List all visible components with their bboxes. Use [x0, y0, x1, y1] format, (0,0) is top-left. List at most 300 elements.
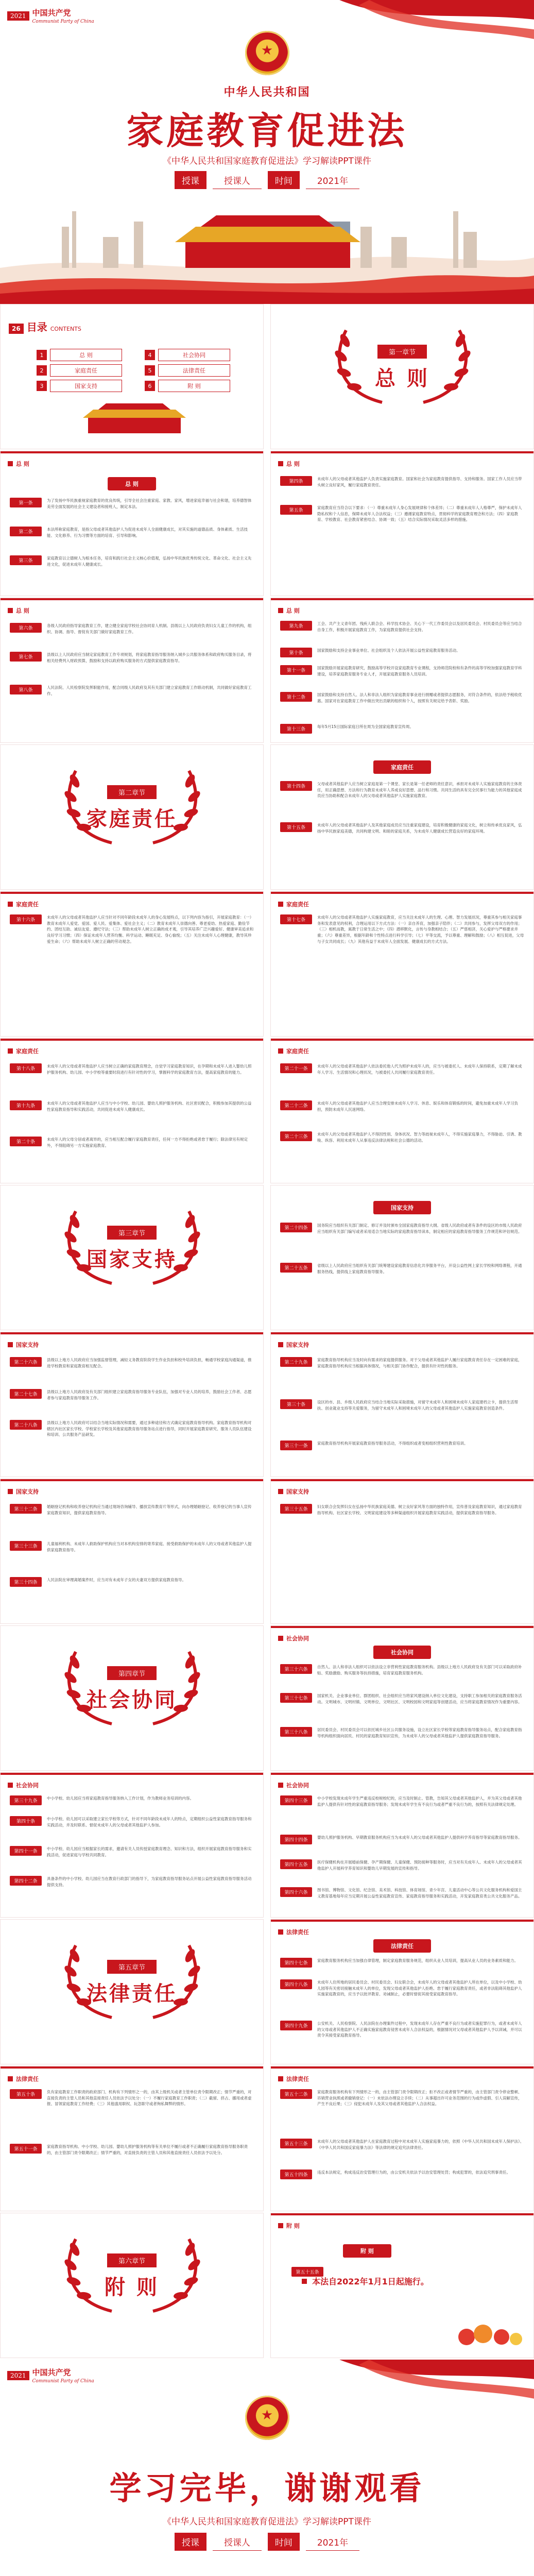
article-label: 第二十七条: [10, 1389, 42, 1399]
article-row: [10, 1504, 254, 1516]
article-row: [10, 623, 254, 635]
bullet-icon: [278, 608, 283, 613]
toc-item[interactable]: [37, 380, 122, 392]
article-row: [280, 1399, 524, 1411]
article-label: 第二条: [10, 527, 42, 536]
article-slide: [0, 2066, 264, 2211]
article-label: 第二十九条: [280, 1357, 312, 1367]
article-text: 家庭教育指导机构、中小学校、幼儿园、婴幼儿照护服务机构等有关单位不履行或者不正确履行家庭教育指导服务职责的，由主管部门责令限期改正；情节严重的，对直接负责的主管人员和其他直接责任人员依法予以处分。: [47, 2144, 248, 2155]
toc-name: 附 则: [158, 380, 230, 392]
article-row: [10, 527, 254, 538]
flag-ribbon-decoration: [297, 0, 534, 62]
article-text: 居民委员会、村民委员会可以依托城乡社区公共服务设施，设立社区家长学校等家庭教育指导服务站点，配合家庭教育指导机构组织面向居民、村民的家庭教育知识宣传，为未成年人的父母或者其他监护人提供家庭教育指导服务。: [317, 1727, 522, 1738]
chapter-number: 第二章节: [107, 785, 157, 799]
toc-num: 2: [37, 365, 47, 376]
article-slide: [270, 1332, 534, 1477]
article-label: 第三十二条: [10, 1504, 42, 1514]
article-text: 工会、共产主义青年团、残疾人联合会、科学技术协会、关心下一代工作委员会以及居民委员会、村民委员会等应当结合自身工作，积极开展家庭教育工作，为家庭教育提供社会支持。: [317, 621, 522, 632]
bullet-icon: [8, 608, 13, 613]
article-text: 未成年人的父母或者其他监护人实施家庭教育，应当关注未成年人的生理、心理、智力发展状况，尊重其参与相关家庭事务和发表意见的权利，合理运用以下方式方法：（一）亲自养育，加强亲子陪伴；（二）共同参与，发挥父母双方的作用；（三）相机而教，寓教于日常生活之中；（四）潜移默化，言传与身教相结合；（五）严慈相济，关心爱护与严格要求并重；（六）尊重差异，根据年龄和个性特点进行科学引导；（七）平等交流，予以尊重、理解和鼓励；（八）相互促进，父母与子女共同成长；（九）其他有益于未成年人全面发展、健康成长的方式方法。: [317, 915, 524, 944]
article-row: [280, 1795, 524, 1807]
article-row: [280, 648, 524, 657]
chapter-title: 法律责任: [87, 1982, 177, 2006]
slide-header-text: 国家支持: [286, 1488, 309, 1495]
slide-header-text: 家庭责任: [16, 901, 39, 908]
city-skyline-illustration: [0, 191, 534, 304]
article-label: 第二十条: [10, 1137, 42, 1146]
article-slide: [270, 1038, 534, 1183]
toc-num: 1: [37, 350, 47, 360]
article-slide: [0, 1772, 264, 1918]
slide-header-text: 家庭责任: [286, 901, 309, 908]
article-row: [10, 2144, 254, 2156]
article-text: 未成年人的父母或者其他监护人及其他家庭成员应当注重家庭建设，培育积极健康的家庭文化，树立和传承优良家风，弘扬中华民族家庭美德，共同构建文明、和睦的家庭关系，为未成年人健康成长营造良好的家庭环境。: [317, 823, 522, 834]
top-line: [271, 1626, 533, 1628]
article-slide: [0, 1479, 264, 1624]
article-text: 婚姻登记机构和收养登记机构应当通过现场咨询辅导、播放宣传教育片等形式，向办理婚姻登记、收养登记的当事人宣传家庭教育知识，提供家庭教育指导。: [47, 1504, 252, 1515]
top-line: [271, 1773, 533, 1775]
article-label: 第五十条: [10, 2089, 42, 2099]
article-label: 第十五条: [280, 822, 312, 832]
article-label: 第四十七条: [280, 1958, 312, 1968]
toc-title: 目录: [26, 321, 47, 333]
chapter-number: 第五章节: [107, 1960, 157, 1974]
article-text: 家庭教育指导机构应当及时向有需求的家庭提供服务。对于父母或者其他监护人履行家庭教育责任存在一定困难的家庭，家庭教育指导机构应当根据具体情况，与相关部门协作配合，提供有针对性的服务。: [317, 1358, 522, 1368]
time-tag: 时间: [268, 2533, 300, 2551]
article-row: [280, 1958, 524, 1968]
article-row: [280, 1223, 524, 1234]
article-row: [280, 781, 524, 799]
presenter-tag: 授课: [175, 171, 206, 189]
article-text: 婴幼儿照护服务机构、早期教育服务机构应当为未成年人的父母或者其他监护人提供科学养育指导等家庭教育指导服务。: [317, 1835, 522, 1840]
party-badge: [7, 7, 94, 24]
article-text: 未成年人的父母或者其他监护人应当树立正确的家庭教育理念，自觉学习家庭教育知识，在孕期和未成年人进入婴幼儿照护服务机构、幼儿园、中小学校等重要时段进行有针对性的学习，掌握科学的家庭教育方法，提高家庭教育的能力。: [47, 1064, 252, 1075]
article-row: [10, 555, 254, 567]
slide-header-text: 法律责任: [286, 2076, 309, 2082]
article-row: [280, 692, 524, 704]
article-row: [10, 1357, 254, 1369]
article-row: [10, 1420, 254, 1438]
slide-header: [8, 1047, 39, 1055]
time-tag: 时间: [268, 171, 300, 189]
article-text: 图书馆、博物馆、文化馆、纪念馆、美术馆、科技馆、体育场馆、青少年宫、儿童活动中心等公共文化服务机构和爱国主义教育基地每年应当定期开展公益性家庭教育宣传、家庭教育指导服务和实践活动，开发家庭教育类公共文化服务产品。: [317, 1888, 522, 1899]
bullet-icon: [8, 2076, 13, 2081]
slide-header-text: 附 则: [286, 2223, 300, 2229]
article-slide: [270, 1919, 534, 2064]
section-banner: 国家支持: [373, 1201, 431, 1214]
party-name-cn: 中国共产党: [32, 2368, 71, 2377]
article-text: 国家鼓励和支持自然人、法人和非法人组织为家庭教育事业进行捐赠或者提供志愿服务，对符合条件的，依法给予税收优惠。国家对在家庭教育工作中做出突出贡献的组织和个人，按照有关规定给予表彰、奖励。: [317, 692, 522, 703]
slide-header: [8, 606, 29, 615]
article-text: 未成年人的父母或者其他监护人应当与中小学校、幼儿园、婴幼儿照护服务机构、社区密切配合，积极参加其提供的公益性家庭教育指导和实践活动，共同促进未成年人健康成长。: [47, 1101, 252, 1112]
article-text: 未成年人的父母分居或者离异的，应当相互配合履行家庭教育责任，任何一方不得拒绝或者怠于履行；除法律另有规定外，不得阻碍另一方实施家庭教育。: [47, 1137, 248, 1148]
top-line: [1, 1479, 263, 1481]
article-text: 县级以上地方人民政府及有关部门组织建立家庭教育指导服务专业队伍，加强对专业人员的培养，鼓励社会工作者、志愿者参与家庭教育指导服务工作。: [47, 1389, 252, 1400]
article-slide: [270, 1185, 534, 1330]
article-label: 第二十一条: [280, 1063, 312, 1073]
article-slide: [270, 1479, 534, 1624]
article-label: 第二十五条: [280, 1263, 312, 1273]
final-note-text: 本法自2022年1月1日起施行。: [312, 2277, 429, 2286]
top-line: [271, 2066, 533, 2069]
toc-item[interactable]: [145, 364, 230, 377]
article-row: [10, 2089, 254, 2107]
article-text: 人民法院、人民检察院发挥职能作用，配合同级人民政府及其有关部门建立家庭教育工作联动机制，共同做好家庭教育工作。: [47, 685, 252, 696]
slide-header: [278, 1634, 309, 1642]
article-slide: [0, 1332, 264, 1477]
article-label: 第二十三条: [280, 1131, 312, 1141]
article-label: 第三十六条: [280, 1664, 312, 1674]
article-text: 未成年人住所地的居民委员会、村民委员会、妇女联合会，未成年人的父母或者其他监护人所在单位，以及中小学校、幼儿园等有关密切接触未成年人的单位，发现父母或者其他监护人拒绝、怠于履行家庭教育责任，或者非法阻碍其他监护人实施家庭教育的，应当予以批评教育、劝诫制止，必要时督促其接受家庭教育指导。: [317, 1980, 522, 1997]
chapter-title: 家庭责任: [87, 807, 177, 831]
flag-ribbon-decoration: [297, 2360, 534, 2421]
party-name-en: Communist Party of China: [32, 19, 94, 24]
article-text: 未成年人的父母或者其他监护人负责实施家庭教育。国家和社会为家庭教育提供指导、支持和服务。国家工作人员应当带头树立良好家风，履行家庭教育责任。: [317, 477, 522, 487]
toc-item[interactable]: [145, 349, 230, 361]
article-label: 第四十八条: [280, 1979, 312, 1989]
article-text: 县级以上地方人民政府可以结合当地实际情况和需要，通过多种途径和方式确定家庭教育指导机构。家庭教育指导机构对辖区内社区家长学校、学校家长学校及其他家庭教育指导服务站点进行指导，同时开展家庭教育研究、服务人员队伍建设和培训、公共服务产品研发。: [47, 1420, 252, 1437]
article-label: 第三十条: [280, 1399, 312, 1409]
article-label: 第九条: [280, 621, 312, 631]
article-label: 第五十三条: [280, 2139, 312, 2148]
article-label: 第十条: [280, 648, 312, 657]
article-text: 各级人民政府指导家庭教育工作，建立健全家庭学校社会协同育人机制。县级以上人民政府负责妇女儿童工作的机构，组织、协调、指导、督促有关部门做好家庭教育工作。: [47, 623, 252, 634]
article-row: [280, 2089, 524, 2107]
article-label: 第二十四条: [280, 1223, 312, 1232]
bullet-icon: [8, 1048, 13, 1054]
slide-header-text: 社会协同: [286, 1635, 309, 1642]
cover-subtitle: 《中华人民共和国家庭教育促进法》学习解读PPT课件: [163, 156, 371, 166]
slide-header: [278, 1928, 309, 1936]
cover-meta: [0, 171, 534, 189]
article-label: 第十一条: [280, 665, 312, 675]
top-line: [271, 1920, 533, 1922]
article-text: 家庭教育应当符合以下要求：（一）尊重未成年人身心发展规律和个体差异；（二）尊重未成年人人格尊严，保护未成年人隐私权和个人信息，保障未成年人合法权益；（三）遵循家庭教育特点，贯彻科学的家庭教育理念和方法；（四）家庭教育、学校教育、社会教育紧密结合、协调一致；（五）结合实际情况采取灵活多样的措施。: [317, 505, 522, 522]
bullet-icon: [278, 461, 283, 466]
article-row: [10, 498, 254, 510]
top-line: [271, 2213, 533, 2215]
party-badge: [7, 2367, 94, 2384]
top-line: [1, 1773, 263, 1775]
bullet-icon: [278, 1783, 283, 1788]
slide-header-text: 国家支持: [286, 1342, 309, 1348]
article-slide: [270, 2066, 534, 2211]
bullet-icon: [278, 2223, 283, 2228]
article-row: [280, 505, 524, 523]
article-label: 第一条: [10, 498, 42, 507]
chapter-number: 第三章节: [107, 1226, 157, 1240]
bullet-icon: [302, 2279, 307, 2284]
slide-header-text: 社会协同: [16, 1782, 39, 1789]
article-label: 第三十三条: [10, 1541, 42, 1551]
article-slide: [270, 1772, 534, 1918]
article-slide: [270, 744, 534, 890]
article-row: [280, 1504, 524, 1516]
article-row: [280, 1131, 524, 1143]
presenter-value: 授课人: [213, 172, 262, 189]
article-text: 父母或者其他监护人应当树立家庭是第一个课堂、家长是第一任老师的责任意识，承担对未成年人实施家庭教育的主体责任，用正确思想、方法和行为教育未成年人养成良好思想、品行和习惯。共同生活的具有完全民事行为能力的其他家庭成员应当协助和配合未成年人的父母或者其他监护人实施家庭教育。: [317, 782, 522, 799]
article-row: [280, 2139, 524, 2150]
article-row: [280, 1664, 524, 1676]
article-label: 第七条: [10, 652, 42, 662]
article-slide: [270, 451, 534, 596]
article-label: 第六条: [10, 623, 42, 633]
slide-header: [278, 460, 300, 468]
top-line: [271, 1332, 533, 1334]
article-text: 国家鼓励和支持企业事业单位、社会组织及个人依法开展公益性家庭教育服务活动。: [317, 648, 460, 653]
slide-header-text: 家庭责任: [286, 1048, 309, 1055]
article-row: [10, 685, 254, 697]
section-banner: 法律责任: [373, 1939, 431, 1953]
article-row: [280, 822, 524, 834]
top-line: [271, 451, 533, 453]
section-banner: 总 则: [108, 477, 156, 490]
article-text: 违反本法规定，构成违反治安管理行为的，由公安机关依法予以治安管理处罚；构成犯罪的，依法追究刑事责任。: [317, 2170, 510, 2175]
article-row: [280, 2170, 524, 2179]
slide-header: [278, 900, 309, 908]
article-row: [10, 1876, 254, 1888]
chapter-number: 第四章节: [107, 1666, 157, 1680]
article-slide: [270, 2213, 534, 2358]
flower-decoration: [451, 2316, 528, 2347]
article-label: 第二十二条: [280, 1100, 312, 1110]
article-row: [280, 1440, 524, 1450]
cover-slide: [0, 0, 534, 304]
article-text: 县级以上地方人民政府应当加强监督管理，减轻义务教育阶段学生作业负担和校外培训负担，畅通学校家庭沟通渠道，推进学校教育和家庭教育相互配合。: [47, 1358, 252, 1368]
toc-num: 5: [145, 365, 155, 376]
article-row: [10, 1389, 254, 1401]
slide-header-text: 总 则: [16, 461, 29, 467]
article-row: [10, 914, 254, 944]
toc-title-en: CONTENTS: [50, 326, 81, 332]
article-text: 未成年人的父母或者其他监护人在家庭教育过程中对未成年人实施家庭暴力的，依照《中华人民共和国未成年人保护法》、《中华人民共和国反家庭暴力法》等法律的规定追究法律责任。: [317, 2139, 524, 2150]
toc-num: 4: [145, 350, 155, 360]
bullet-icon: [8, 461, 13, 466]
article-row: [280, 1887, 524, 1899]
toc-num: 3: [37, 381, 47, 391]
time-value: 2021年: [306, 2533, 359, 2551]
article-text: 中小学校、幼儿园可以采取建立家长学校等方式，针对不同年龄段未成年人的特点，定期组织公益性家庭教育指导服务和实践活动，并及时联系、督促未成年人的父母或者其他监护人参加。: [47, 1817, 252, 1827]
article-text: 国家鼓励开展家庭教育研究，鼓励高等学校开设家庭教育专业课程，支持师范院校和有条件的高等学校加强家庭教育学科建设，培养家庭教育服务专业人才，开展家庭教育服务人员培训。: [317, 666, 522, 676]
top-line: [271, 598, 533, 600]
slide-header-text: 国家支持: [16, 1488, 39, 1495]
top-line: [271, 892, 533, 894]
article-row: [280, 665, 524, 677]
slide-header-text: 家庭责任: [16, 1048, 39, 1055]
article-text: 家庭教育指导机构开展家庭教育指导服务活动，不得组织或者变相组织营利性教育培训。: [317, 1441, 468, 1446]
toc-slide: [0, 304, 264, 449]
article-label: 第三十一条: [280, 1440, 312, 1450]
party-year: 2021: [7, 11, 29, 21]
article-label: 第三十七条: [280, 1693, 312, 1703]
ending-slide: [0, 2360, 534, 2576]
chapter-slide-6: [0, 2213, 264, 2358]
section-banner: 社会协同: [373, 1646, 431, 1659]
slide-header: [8, 1781, 39, 1789]
article-row: [10, 1137, 254, 1148]
article-slide: [0, 598, 264, 743]
top-line: [1, 892, 263, 894]
cover-title: 家庭教育促进法: [126, 109, 408, 152]
article-label: 第四十六条: [280, 1887, 312, 1897]
slide-header: [278, 1781, 309, 1789]
article-row: [280, 621, 524, 633]
article-label: 第八条: [10, 685, 42, 694]
article-label: 第十九条: [10, 1100, 42, 1110]
top-line: [271, 1479, 533, 1481]
article-row: [280, 1100, 524, 1112]
slide-header-text: 法律责任: [286, 1929, 309, 1936]
article-row: [280, 1693, 524, 1705]
article-text: 负有家庭教育工作职责的政府部门、机构有下列情形之一的，由其上级机关或者主管单位责令限期改正；情节严重的，对直接负责的主管人员和其他直接责任人员依法予以处分：（一）不履行家庭教育工作职责；（二）截留、挤占、挪用或者虚报、冒领家庭教育工作经费；（三）其他滥用职权、玩忽职守或者徇私舞弊的情形。: [47, 2090, 252, 2107]
article-row: [280, 1063, 524, 1075]
article-label: 第五条: [280, 505, 312, 515]
bullet-icon: [8, 902, 13, 907]
section-banner: 附 则: [343, 2244, 391, 2258]
slide-header-text: 法律责任: [16, 2076, 39, 2082]
party-name-cn: 中国共产党: [32, 8, 71, 18]
slide-header: [278, 606, 300, 615]
article-text: 具备条件的中小学校、幼儿园应当在教育行政部门的指导下，为家庭教育指导服务站点开展公益性家庭教育指导服务活动提供支持。: [47, 1876, 252, 1887]
chapter-slide-2: [0, 744, 264, 890]
toc-name: 国家支持: [50, 380, 122, 392]
slide-header: [8, 1487, 39, 1496]
article-row: [10, 1577, 254, 1587]
article-row: [10, 1541, 254, 1553]
bullet-icon: [278, 1489, 283, 1494]
article-label: 第二十六条: [10, 1357, 42, 1367]
article-label: 第二十八条: [10, 1420, 42, 1430]
article-slide: [270, 891, 534, 1037]
article-slide: [270, 1625, 534, 1771]
article-text: 儿童福利机构、未成年人救助保护机构应当对本机构安排的寄养家庭、接受救助保护的未成年人的父母或者其他监护人提供家庭教育指导。: [47, 1541, 252, 1552]
article-row: [280, 1357, 524, 1369]
slide-header: [8, 900, 39, 908]
article-label: 第三十四条: [10, 1577, 42, 1587]
article-row: [280, 1859, 524, 1871]
chapter-title: 附 则: [105, 2276, 159, 2299]
article-text: 未成年人的父母或者其他监护人应当合理安排未成年人学习、休息、娱乐和体育锻炼的时间，避免加重未成年人学习负担，预防未成年人沉迷网络。: [317, 1101, 518, 1112]
bullet-icon: [8, 1489, 13, 1494]
article-text: 妇女联合会发挥妇女在弘扬中华民族家庭美德、树立良好家风等方面的独特作用，宣传普及家庭教育知识，通过家庭教育指导机构、社区家长学校、文明家庭建设等多种渠道组织开展家庭教育实践活动，提供家庭教育指导服务。: [317, 1504, 522, 1515]
article-text: 未成年人的父母或者其他监护人应当针对不同年龄段未成年人的身心发展特点，以下列内容为指引，开展家庭教育：（一）教育未成年人爱党、爱国、爱人民、爱集体、爱社会主义；（二）教育未成年人崇德向善、尊老爱幼、热爱家庭、勤俭节约、团结互助、诚信友爱、遵纪守法；（三）帮助未成年人树立正确的成才观，引导其培养广泛兴趣爱好、健康审美追求和良好学习习惯；（四）保证未成年人营养均衡、科学运动、睡眠充足、身心愉悦；（五）关注未成年人心理健康，教导其珍爱生命；（六）帮助未成年人树立正确的劳动观念。: [47, 915, 254, 944]
article-label: 第四十一条: [10, 1846, 42, 1856]
ending-meta: [0, 2533, 534, 2551]
article-slide: [270, 598, 534, 743]
article-label: 第五十五条: [291, 2267, 323, 2277]
party-year: 2021: [7, 2371, 29, 2380]
slide-header: [8, 2075, 39, 2083]
article-label: 第五十一条: [10, 2144, 42, 2154]
article-text: 中小学校发现未成年学生严重违反校规校纪的，应当及时制止、管教，告知其父母或者其他监护人，并为其父母或者其他监护人提供有针对性的家庭教育指导服务；发现未成年学生有不良行为或者严重不良行为的，按照有关法律规定处理。: [317, 1796, 522, 1807]
article-label: 第四十九条: [280, 2021, 312, 2030]
article-text: 家庭教育服务机构应当加强自律管理，制定家庭教育服务规范，组织从业人员培训，提高从业人员的业务素质和能力。: [317, 1958, 518, 1963]
bullet-icon: [278, 1048, 283, 1054]
toc-name: 家庭责任: [50, 364, 122, 377]
article-label: 第三十八条: [280, 1727, 312, 1737]
article-row: [280, 724, 524, 734]
national-emblem-icon: [245, 31, 289, 75]
chapter-slide-3: [0, 1185, 264, 1330]
article-text: 公安机关、人民检察院、人民法院在办理案件过程中，发现未成年人存在严重不良行为或者实施犯罪行为，或者未成年人的父母或者其他监护人不正确实施家庭教育侵害未成年人合法权益的，根据情况对父母或者其他监护人予以训诫，并可以责令其接受家庭教育指导。: [317, 2021, 522, 2038]
top-line: [1, 2066, 263, 2069]
article-text: 为了发扬中华民族重视家庭教育的优良传统，引导全社会注重家庭、家教、家风，增进家庭幸福与社会和谐，培养德智体美劳全面发展的社会主义建设者和接班人，制定本法。: [47, 498, 252, 509]
slide-header: [278, 2075, 309, 2083]
article-row: [10, 1100, 254, 1112]
article-label: 第五十四条: [280, 2170, 312, 2179]
article-row: [10, 1816, 254, 1828]
toc-num: 6: [145, 381, 155, 391]
slide-header: [8, 1341, 39, 1349]
article-label: 第十七条: [280, 914, 312, 924]
slide-header-text: 总 则: [286, 461, 300, 467]
article-row: [10, 1063, 254, 1075]
toc-badge: 26: [9, 324, 24, 334]
chapter-number: 第一章节: [377, 345, 427, 359]
slide-header: [278, 1487, 309, 1496]
article-row: [280, 1835, 524, 1844]
article-row: [10, 1795, 254, 1805]
ending-subtitle: 《中华人民共和国家庭教育促进法》学习解读PPT课件: [163, 2517, 371, 2527]
section-banner: 家庭责任: [373, 760, 431, 774]
article-text: 人民法院在审理离婚案件时，应当对有未成年子女的夫妻双方提供家庭教育指导。: [47, 1578, 186, 1582]
toc-header: [9, 319, 81, 334]
article-text: 自然人、法人和非法人组织可以依法设立非营利性家庭教育服务机构。县级以上地方人民政府及有关部门可以采取政府补贴、奖励激励、购买服务等扶持措施，培育家庭教育服务机构。: [317, 1665, 522, 1675]
slide-header: [278, 2222, 300, 2230]
party-name-en: Communist Party of China: [32, 2379, 94, 2384]
cover-country: 中华人民共和国: [223, 86, 311, 99]
presenter-value: 授课人: [213, 2533, 262, 2551]
article-label: 第四十二条: [10, 1876, 42, 1886]
chapter-title: 社会协同: [87, 1688, 177, 1712]
article-text: 医疗保健机构在开展婚前保健、孕产期保健、儿童保健、预防接种等服务时，应当对有关成年人、未成年人的父母或者其他监护人开展科学养育知识和婴幼儿早期发展的宣传和指导。: [317, 1860, 522, 1871]
article-text: 中小学校、幼儿园应当将家庭教育指导服务纳入工作计划，作为教师业务培训的内容。: [47, 1796, 194, 1801]
tiananmen-illustration: [78, 402, 191, 433]
slide-header-text: 总 则: [16, 607, 29, 614]
article-row: [280, 1263, 524, 1275]
article-row: [280, 1979, 524, 1997]
article-label: 第十四条: [280, 781, 312, 791]
article-text: 家庭教育以立德树人为根本任务，培育和践行社会主义核心价值观，弘扬中华民族优秀传统文化、革命文化、社会主义先进文化，促进未成年人健康成长。: [47, 556, 252, 567]
article-text: 本法所称家庭教育，是指父母或者其他监护人为促进未成年人全面健康成长，对其实施的道德品质、身体素质、生活技能、文化修养、行为习惯等方面的培育、引导和影响。: [47, 527, 248, 538]
chapter-slide-4: [0, 1625, 264, 1771]
toc-item[interactable]: [37, 364, 122, 377]
top-line: [271, 1039, 533, 1041]
article-text: 省级以上人民政府应当组织有关部门统筹建设家庭教育信息化共享服务平台，开设公益性网上家长学校和网络课程，开通服务热线，提供线上家庭教育指导服务。: [317, 1263, 522, 1274]
article-label: 第十六条: [10, 914, 42, 924]
time-value: 2021年: [306, 172, 359, 189]
ending-title: 学习完毕，谢谢观看: [109, 2469, 425, 2507]
article-label: 第十八条: [10, 1063, 42, 1073]
article-label: 第四条: [280, 476, 312, 486]
article-row: [10, 652, 254, 664]
presenter-tag: 授课: [175, 2533, 206, 2551]
slide-header: [278, 1341, 309, 1349]
article-slide: [0, 451, 264, 596]
toc-item[interactable]: [145, 380, 230, 392]
article-label: 第五十二条: [280, 2089, 312, 2099]
toc-name: 总 则: [50, 349, 122, 361]
slide-header-text: 社会协同: [286, 1782, 309, 1789]
slide-header-text: 总 则: [286, 607, 300, 614]
top-line: [1, 1332, 263, 1334]
article-label: 第四十三条: [280, 1795, 312, 1805]
toc-name: 法律责任: [158, 364, 230, 377]
top-line: [1, 451, 263, 453]
toc-item[interactable]: [37, 349, 122, 361]
article-label: 第四十四条: [280, 1835, 312, 1844]
bullet-icon: [278, 2076, 283, 2081]
